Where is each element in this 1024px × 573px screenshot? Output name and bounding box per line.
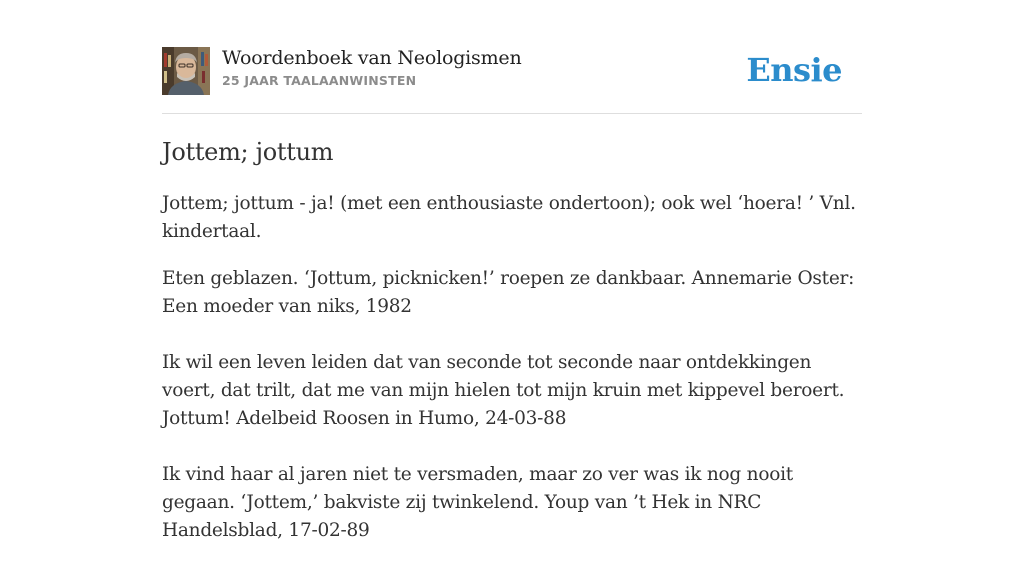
page [162,0,862,541]
citation: Ik wil een leven leiden dat van seconde tot seconde naar ontdekkingen voert, dat trilt, dat me van mijn hielen tot mijn kruin met kippevel beroert. Jottum! Adelbeid Roosen in Humo, 24-03-88 [162,352,845,429]
citation: Eten geblazen. ‘Jottum, picknicken!’ roepen ze dankbaar. Annemarie Oster: Een moeder van niks, 1982 [162,268,855,317]
avatar[interactable] [162,47,210,95]
site-brand [222,46,522,92]
entry-title: Jottem; jottum [162,138,334,166]
site-header [162,46,862,96]
site-subtitle: 25 JAAR TAALAANWINSTEN [222,73,417,88]
citation-list [162,265,862,545]
entry-article [162,134,862,573]
header-divider [162,113,862,114]
citation: Ik vind haar al jaren niet te versmaden, maar zo ver was ik nog nooit gegaan. ‘Jottem,’ bakviste zij twinkelend. Youp van ’t Hek in NRC Handelsblad, 17-02-89 [162,464,793,541]
entry-definition: Jottem; jottum - ja! (met een enthousiaste ondertoon); ook wel ‘hoera! ’ Vnl. kindertaal. [162,193,856,242]
author-portrait-image [162,47,210,95]
site-title[interactable]: Woordenboek van Neologismen [222,47,522,69]
ensie-logo[interactable]: Ensie [746,51,842,89]
